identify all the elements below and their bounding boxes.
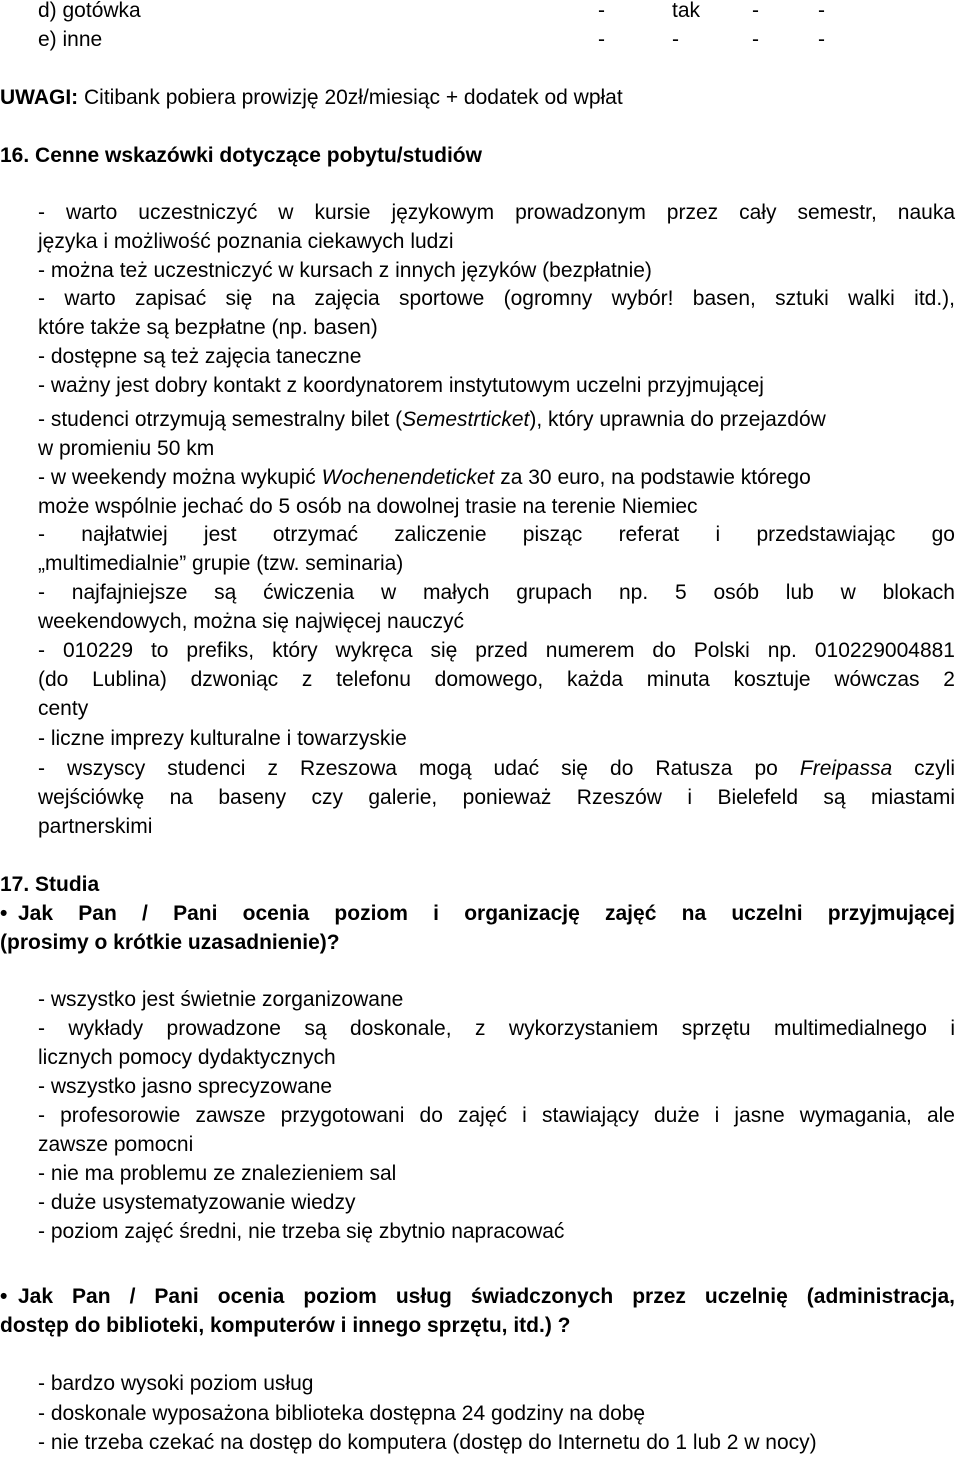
answer-line: zawsze pomocni bbox=[38, 1133, 194, 1156]
cell-value: - bbox=[752, 28, 759, 51]
question-2: • Jak Pan / Pani ocenia poziom usług świadczonych przez uczelnię (administracja, bbox=[18, 1283, 955, 1311]
question-1: • Jak Pan / Pani ocenia poziom i organizację zajęć na uczelni przyjmującej bbox=[18, 900, 955, 928]
question-2-cont: dostęp do biblioteki, komputerów i innego sprzętu, itd.) ? bbox=[0, 1314, 571, 1337]
tip-line: - można też uczestniczyć w kursach z innych języków (bezpłatnie) bbox=[38, 259, 652, 282]
uwagi-note bbox=[0, 84, 623, 112]
tip-line: weekendowych, można się najwięcej nauczyć bbox=[38, 610, 465, 633]
answer-line: - wszystko jest świetnie zorganizowane bbox=[38, 988, 404, 1011]
tip-line: - warto uczestniczyć w kursie językowym prowadzonym przez cały semestr, nauka bbox=[38, 201, 955, 224]
tip-line: „multimedialnie” grupie (tzw. seminaria) bbox=[38, 552, 404, 575]
tip-line: wejściówkę na baseny czy galerie, ponieważ Rzeszów i Bielefeld są miastami bbox=[38, 786, 955, 809]
cell-value: tak bbox=[672, 0, 701, 22]
tip-line: w promieniu 50 km bbox=[38, 437, 215, 460]
answer-line: - bardzo wysoki poziom usług bbox=[38, 1372, 314, 1395]
tip-line: (do Lublina) dzwoniąc z telefonu domowego, każda minuta kosztuje wówczas 2 bbox=[38, 668, 955, 691]
answer-line: - wszystko jasno sprecyzowane bbox=[38, 1075, 333, 1098]
bullet-icon: • bbox=[0, 1285, 8, 1308]
answer-line: - duże usystematyzowanie wiedzy bbox=[38, 1191, 356, 1214]
wochenendeticket-term: Wochenendeticket bbox=[321, 466, 495, 489]
uwagi-label: UWAGI: bbox=[0, 86, 79, 109]
tip-line: - ważny jest dobry kontakt z koordynatorem instytutowym uczelni przyjmującej bbox=[38, 374, 764, 397]
answer-line: - nie trzeba czekać na dostęp do komputera (dostęp do Internetu do 1 lub 2 w nocy) bbox=[38, 1431, 817, 1454]
tip-line: centy bbox=[38, 697, 89, 720]
tip-line: - najfajniejsze są ćwiczenia w małych grupach np. 5 osób lub w blokach bbox=[38, 581, 955, 604]
table-row bbox=[38, 0, 938, 25]
tip-line-wochenendeticket: - w weekendy można wykupić Wochenendeticket za 30 euro, na podstawie którego bbox=[38, 466, 811, 489]
question-1-cont: (prosimy o krótkie uzasadnienie)? bbox=[0, 931, 340, 954]
semesterticket-term: Semestrticket bbox=[402, 408, 530, 431]
answer-line: licznych pomocy dydaktycznych bbox=[38, 1046, 336, 1069]
tip-line-freipassa: - wszyscy studenci z Rzeszowa mogą udać się do Ratusza po Freipassa czyli bbox=[38, 757, 956, 780]
bullet-icon: • bbox=[0, 902, 8, 925]
cell-value: - bbox=[598, 0, 605, 22]
tip-line: - liczne imprezy kulturalne i towarzyskie bbox=[38, 727, 407, 750]
cell-value: - bbox=[818, 0, 825, 22]
table-row bbox=[38, 26, 938, 54]
cell-value: - bbox=[672, 28, 679, 51]
answer-line: - poziom zajęć średni, nie trzeba się zbytnio napracować bbox=[38, 1220, 565, 1243]
answer-line: - profesorowie zawsze przygotowani do zajęć i stawiający duże i jasne wymagania, ale bbox=[38, 1104, 955, 1127]
section-17-heading: 17. Studia bbox=[0, 873, 100, 896]
tip-line: - warto zapisać się na zajęcia sportowe (ogromny wybór! basen, sztuki walki itd.), bbox=[38, 287, 955, 310]
row-label: e) inne bbox=[38, 28, 103, 51]
tip-line: - 010229 to prefiks, który wykręca się przed numerem do Polski np. 010229004881 bbox=[38, 639, 955, 662]
uwagi-text: Citibank pobiera prowizję 20zł/miesiąc + dodatek od wpłat bbox=[78, 86, 623, 109]
tip-line: które także są bezpłatne (np. basen) bbox=[38, 316, 378, 339]
answer-line: - wykłady prowadzone są doskonale, z wykorzystaniem sprzętu multimedialnego i bbox=[38, 1017, 955, 1040]
freipassa-term: Freipassa bbox=[799, 757, 893, 780]
cell-value: - bbox=[818, 28, 825, 51]
row-label: d) gotówka bbox=[38, 0, 141, 22]
tip-line-semesterticket: - studenci otrzymują semestralny bilet (Semestrticket), który uprawnia do przejazdów bbox=[38, 408, 826, 431]
tip-line: partnerskimi bbox=[38, 815, 153, 838]
tip-line: może wspólnie jechać do 5 osób na dowolnej trasie na terenie Niemiec bbox=[38, 495, 698, 518]
cell-value: - bbox=[598, 28, 605, 51]
answer-line: - doskonale wyposażona biblioteka dostępna 24 godziny na dobę bbox=[38, 1402, 646, 1425]
cell-value: - bbox=[752, 0, 759, 22]
tip-line: - dostępne są też zajęcia taneczne bbox=[38, 345, 362, 368]
tip-line: - najłatwiej jest otrzymać zaliczenie pisząc referat i przedstawiając go bbox=[38, 523, 955, 546]
section-16-heading: 16. Cenne wskazówki dotyczące pobytu/studiów bbox=[0, 144, 482, 167]
tip-line: języka i możliwość poznania ciekawych ludzi bbox=[38, 230, 454, 253]
answer-line: - nie ma problemu ze znalezieniem sal bbox=[38, 1162, 397, 1185]
